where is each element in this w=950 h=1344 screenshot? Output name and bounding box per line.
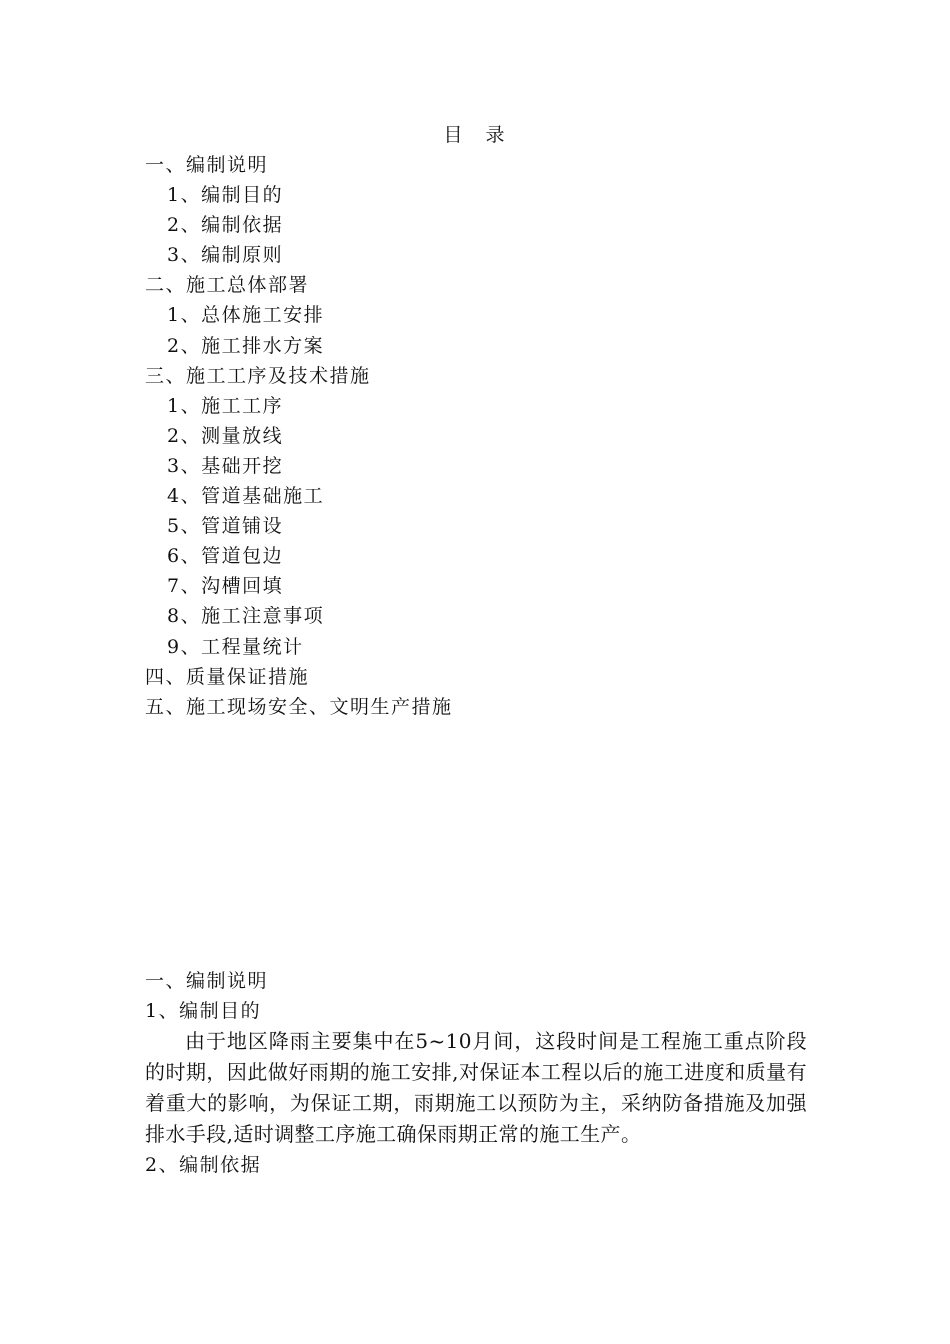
toc-title: 目 录 [443, 124, 507, 146]
section-heading: 一、编制说明 [145, 970, 269, 992]
toc-entry: 8、施工注意事项 [167, 605, 325, 628]
toc-entry: 1、编制目的 [167, 184, 284, 207]
body-paragraph: 由于地区降雨主要集中在5~10月间，这段时间是工程施工重点阶段的时期，因此做好雨期的施工安排,对保证本工程以后的施工进度和质量有着重大的影响，为保证工期，雨期施工以预防为主，采纳防备措施及加强排水手段,适时调整工序施工确保雨期正常的施工生产。 [145, 1029, 807, 1146]
toc-entry: 一、编制说明 [145, 154, 269, 176]
toc-entry: 4、管道基础施工 [167, 485, 325, 508]
toc-entry: 二、施工总体部署 [145, 274, 310, 297]
toc-entry: 6、管道包边 [167, 545, 284, 568]
toc-entry: 1、总体施工安排 [167, 304, 325, 327]
table-of-contents [145, 150, 453, 722]
toc-entry: 2、测量放线 [167, 424, 284, 447]
toc-entry: 3、编制原则 [167, 244, 284, 267]
document-body [145, 966, 807, 1180]
toc-entry: 五、施工现场安全、文明生产措施 [145, 695, 453, 718]
toc-entry: 2、编制依据 [167, 214, 284, 237]
toc-entry: 9、工程量统计 [167, 635, 304, 658]
toc-entry: 5、管道铺设 [167, 515, 284, 538]
toc-entry: 2、施工排水方案 [167, 334, 325, 357]
subsection-heading-basis: 2、编制依据 [145, 1154, 262, 1176]
subsection-heading-purpose: 1、编制目的 [145, 1000, 262, 1022]
toc-entry: 三、施工工序及技术措施 [145, 364, 371, 387]
toc-entry: 3、基础开挖 [167, 454, 284, 477]
toc-entry: 7、沟槽回填 [167, 575, 284, 598]
toc-entry: 1、施工工序 [167, 394, 284, 417]
toc-entry: 四、质量保证措施 [145, 665, 310, 688]
